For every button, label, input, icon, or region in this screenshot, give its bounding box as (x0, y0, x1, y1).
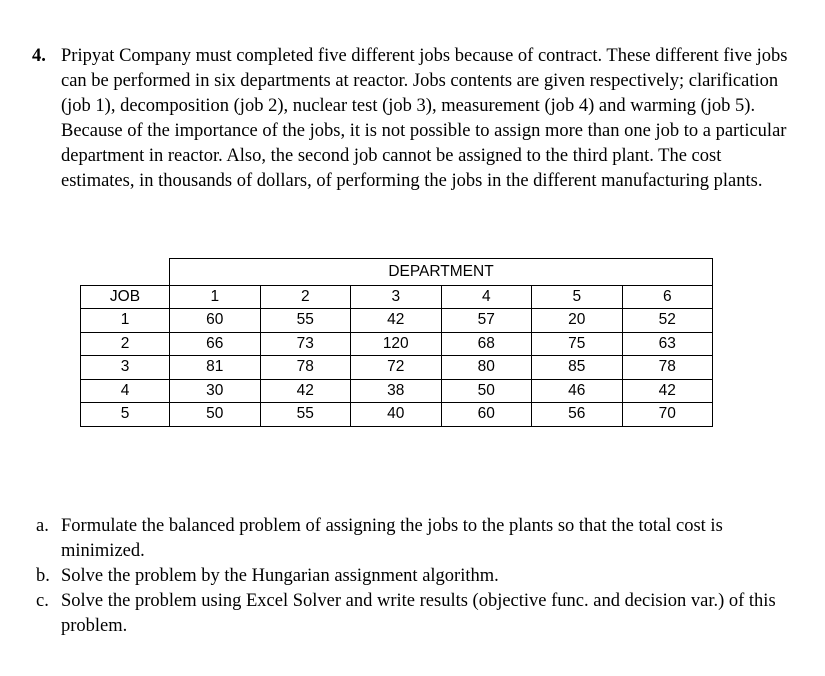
table-row (81, 332, 713, 356)
department-header: 5 (532, 286, 623, 309)
cost-cell: 75 (532, 332, 623, 356)
job-number: 2 (81, 332, 170, 356)
cost-cell: 46 (532, 379, 623, 403)
problem-statement (32, 44, 792, 194)
cost-cell: 81 (170, 356, 261, 380)
cost-cell: 55 (260, 309, 351, 333)
department-header: 1 (170, 286, 261, 309)
cost-cell: 72 (351, 356, 442, 380)
cost-table (80, 258, 713, 427)
question-label: b. (36, 566, 50, 586)
table-row (81, 356, 713, 380)
department-header: 2 (260, 286, 351, 309)
table-row (81, 379, 713, 403)
question-list (32, 514, 792, 639)
cost-cell: 73 (260, 332, 351, 356)
problem-number: 4. (32, 46, 46, 66)
question-item (36, 564, 792, 589)
empty-corner-cell (81, 259, 170, 286)
job-number: 4 (81, 379, 170, 403)
department-header: 6 (622, 286, 713, 309)
problem-text: Pripyat Company must completed five different jobs because of contract. These different five jobs can be performed in six departments at reactor. Jobs contents are given respectively; clarification (job 1), decomposition (job 2), nuclear test (job 3), measurement (job 4) and warming (job 5). Because of the importance of the jobs, it is not possible to assign more than one job to a particular department in reactor. Also, the second job cannot be assigned to the third plant. The cost estimates, in thousands of dollars, of performing the jobs in the different manufacturing plants. (61, 46, 788, 191)
question-label: c. (36, 591, 49, 611)
cost-table-container (80, 258, 713, 427)
cost-cell: 40 (351, 403, 442, 427)
cost-cell: 42 (260, 379, 351, 403)
job-number: 3 (81, 356, 170, 380)
cost-cell: 50 (441, 379, 532, 403)
cost-cell: 30 (170, 379, 261, 403)
cost-cell: 60 (170, 309, 261, 333)
question-text: Solve the problem using Excel Solver and write results (objective func. and decision var.) of this problem. (61, 591, 776, 636)
cost-cell: 52 (622, 309, 713, 333)
header-row (81, 286, 713, 309)
question-item (36, 514, 792, 564)
job-number: 5 (81, 403, 170, 427)
cost-cell: 63 (622, 332, 713, 356)
cost-cell: 68 (441, 332, 532, 356)
question-text: Solve the problem by the Hungarian assignment algorithm. (61, 566, 499, 586)
question-item (36, 589, 792, 639)
department-header: 3 (351, 286, 442, 309)
cost-cell: 60 (441, 403, 532, 427)
question-label: a. (36, 516, 49, 536)
cost-cell: 20 (532, 309, 623, 333)
cost-cell: 42 (622, 379, 713, 403)
cost-cell: 55 (260, 403, 351, 427)
table-row (81, 309, 713, 333)
cost-cell: 78 (260, 356, 351, 380)
cost-cell: 85 (532, 356, 623, 380)
cost-cell: 78 (622, 356, 713, 380)
cost-cell: 56 (532, 403, 623, 427)
cost-cell: 66 (170, 332, 261, 356)
department-header: 4 (441, 286, 532, 309)
cost-cell: 42 (351, 309, 442, 333)
cost-cell: 80 (441, 356, 532, 380)
cost-cell: 57 (441, 309, 532, 333)
department-title: DEPARTMENT (170, 259, 713, 286)
cost-cell: 120 (351, 332, 442, 356)
job-header: JOB (81, 286, 170, 309)
department-title-row (81, 259, 713, 286)
question-text: Formulate the balanced problem of assigning the jobs to the plants so that the total cost is minimized. (61, 516, 723, 561)
table-row (81, 403, 713, 427)
cost-cell: 50 (170, 403, 261, 427)
cost-cell: 38 (351, 379, 442, 403)
job-number: 1 (81, 309, 170, 333)
cost-cell: 70 (622, 403, 713, 427)
